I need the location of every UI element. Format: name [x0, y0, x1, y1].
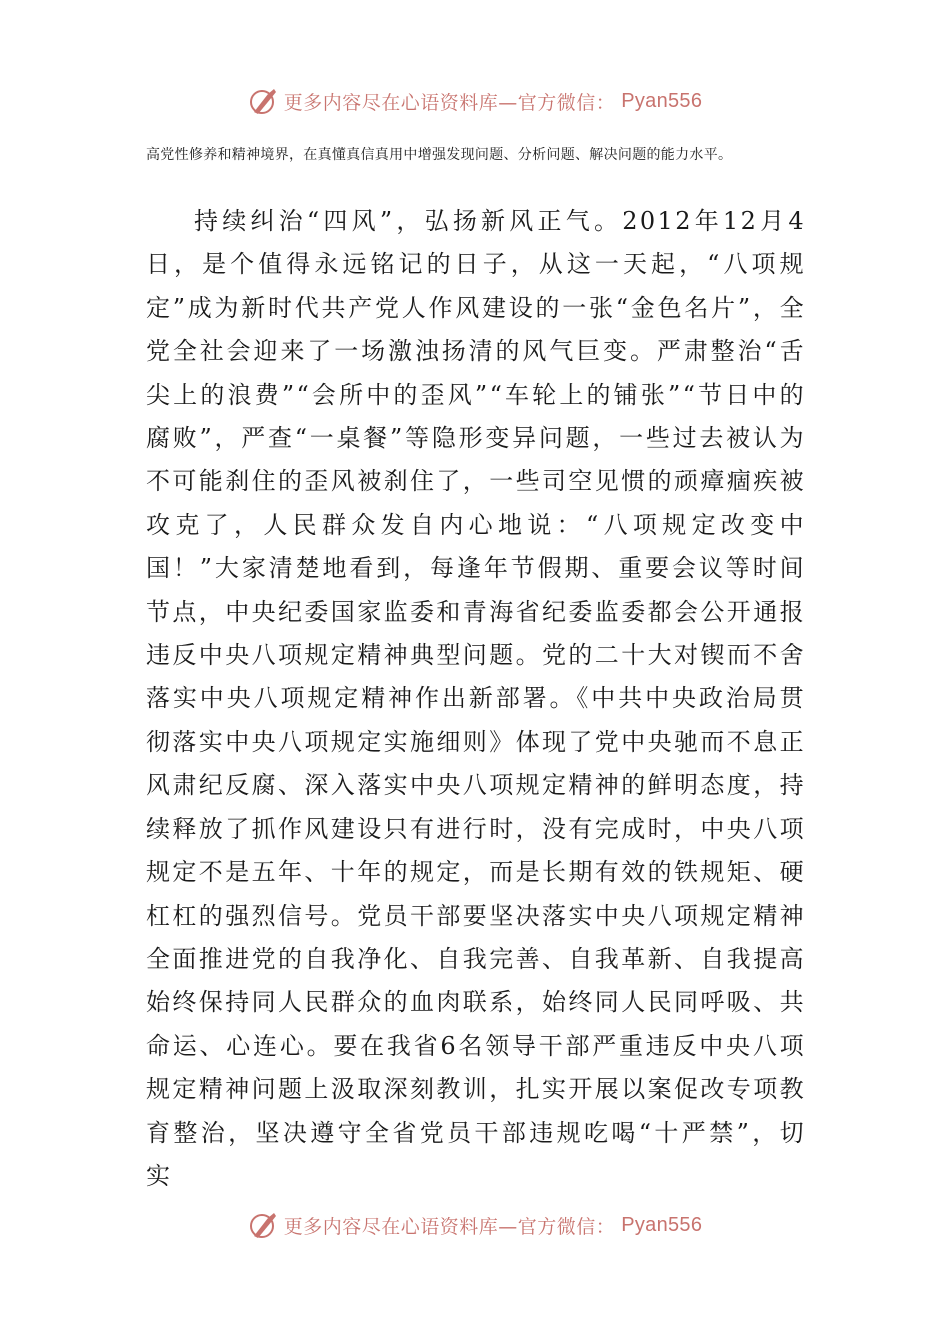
watermark-wechat-handle: Pyan556: [621, 89, 703, 112]
pen-nib-logo-icon: [248, 1210, 278, 1240]
watermark-text: 更多内容尽在心语资料库—官方微信：: [283, 1215, 616, 1238]
header-watermark: [0, 86, 950, 116]
footer-watermark: [0, 1210, 950, 1240]
intro-paragraph: 高党性修养和精神境界，在真懂真信真用中增强发现问题、分析问题、解决问题的能力水平。: [146, 147, 733, 163]
pen-nib-logo-icon: [248, 86, 278, 116]
main-paragraph: 持续纠治“四风”，弘扬新风正气。2012年12月4日，是个值得永远铭记的日子，从这一天起，“八项规定”成为新时代共产党人作风建设的一张“金色名片”，全党全社会迎来了一场激浊扬清的风气巨变。严肃整治“舌尖上的浪费”“会所中的歪风”“车轮上的铺张”“节日中的腐败”，严查“一桌餐”等隐形变异问题，一些过去被认为不可能刹住的歪风被刹住了，一些司空见惯的顽瘴痼疾被攻克了，人民群众发自内心地说：“八项规定改变中国！”大家清楚地看到，每逢年节假期、重要会议等时间节点，中央纪委国家监委和青海省纪委监委都会公开通报违反中央八项规定精神典型问题。党的二十大对锲而不舍落实中央八项规定精神作出新部署。《中共中央政治局贯彻落实中央八项规定实施细则》体现了党中央驰而不息正风肃纪反腐、深入落实中央八项规定精神的鲜明态度，持续释放了抓作风建设只有进行时，没有完成时，中央八项规定不是五年、十年的规定，而是长期有效的铁规矩、硬杠杠的强烈信号。党员干部要坚决落实中央八项规定精神全面推进党的自我净化、自我完善、自我革新、自我提高始终保持同人民群众的血肉联系，始终同人民同呼吸、共命运、心连心。要在我省6名领导干部严重违反中央八项规定精神问题上汲取深刻教训，扎实开展以案促改专项教育整治，坚决遵守全省党员干部违规吃喝“十严禁”，切实: [146, 207, 806, 1190]
watermark-text: 更多内容尽在心语资料库—官方微信：: [283, 91, 616, 114]
watermark-wechat-handle: Pyan556: [621, 1213, 703, 1236]
